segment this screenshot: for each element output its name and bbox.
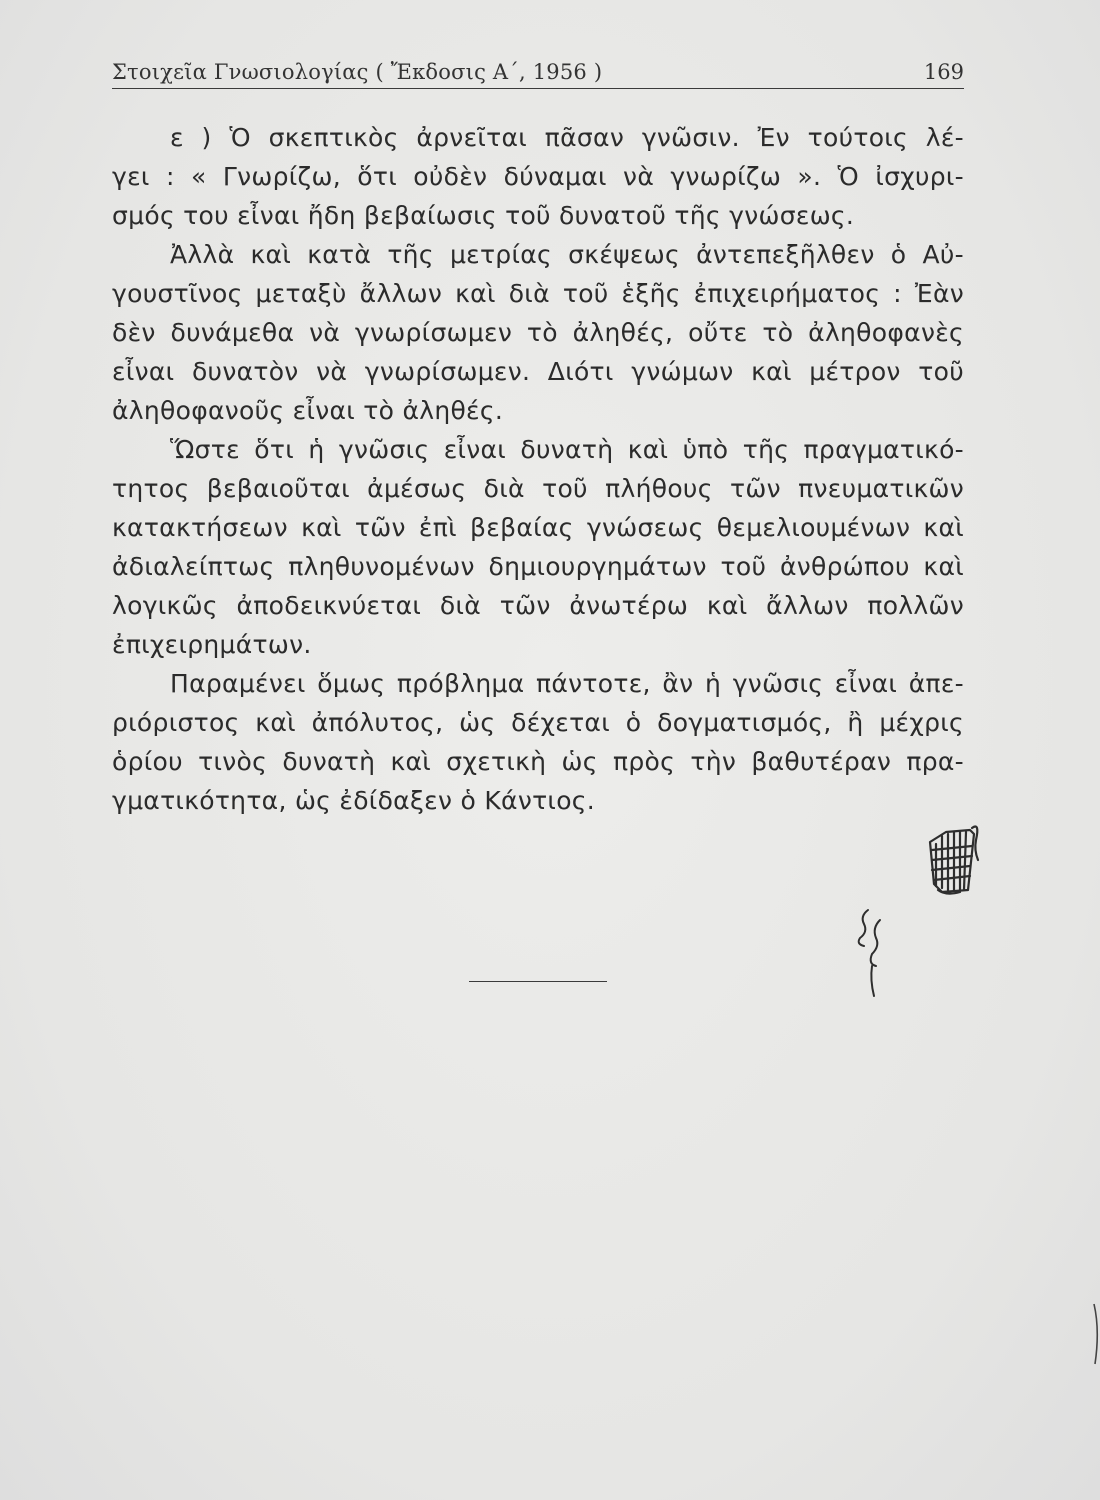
text-line: Ὥστε ὅτι ἡ γνῶσις εἶναι δυνατὴ καὶ ὑπὸ τῆς πραγματικό- <box>170 435 964 464</box>
text-line: τητος βεβαιοῦται ἀμέσως διὰ τοῦ πλήθους τῶν πνευματικῶν <box>112 474 964 503</box>
text-line: Παραμένει ὅμως πρόβλημα πάντοτε, ἂν ἡ γνῶσις εἶναι ἀπε- <box>170 669 964 698</box>
text-line: λογικῶς ἀποδεικνύεται διὰ τῶν ἀνωτέρω καὶ ἄλλων πολλῶν <box>112 591 964 620</box>
text-line: σμός του εἶναι ἤδη βεβαίωσις τοῦ δυνατοῦ τῆς γνώσεως. <box>112 201 855 230</box>
text-line: ἐπιχειρημάτων. <box>112 630 312 659</box>
page-edge-mark <box>1092 1300 1100 1370</box>
closing-rule <box>469 981 607 982</box>
text-line: Ἀλλὰ καὶ κατὰ τῆς μετρίας σκέψεως ἀντεπεξῆλθεν ὁ Αὐ- <box>170 240 964 269</box>
text-line: γει : « Γνωρίζω, ὅτι οὐδὲν δύναμαι νὰ γνωρίζω ». Ὁ ἰσχυρι- <box>112 162 964 191</box>
text-line: κατακτήσεων καὶ τῶν ἐπὶ βεβαίας γνώσεως θεμελιουμένων καὶ <box>112 513 964 542</box>
text-line: γουστῖνος μεταξὺ ἄλλων καὶ διὰ τοῦ ἑξῆς ἐπιχειρήματος : Ἐὰν <box>112 279 964 308</box>
handwritten-marks <box>850 820 990 1010</box>
text-line: ἀληθοφανοῦς εἶναι τὸ ἀληθές. <box>112 396 504 425</box>
page-number: 169 <box>923 60 964 84</box>
running-title: Στοιχεῖα Γνωσιολογίας ( Ἔκδοσις Α΄, 1956 ) <box>112 60 603 84</box>
text-line: ριόριστος καὶ ἀπόλυτος, ὡς δέχεται ὁ δογματισμός, ἢ μέχρις <box>112 708 964 737</box>
text-line: γματικότητα, ὡς ἐδίδαξεν ὁ Κάντιος. <box>112 786 596 815</box>
scribble-mark <box>930 827 978 894</box>
initials-mark <box>859 910 880 996</box>
text-line: εἶναι δυνατὸν νὰ γνωρίσωμεν. Διότι γνώμων καὶ μέτρον τοῦ <box>112 357 964 386</box>
text-line: δὲν δυνάμεθα νὰ γνωρίσωμεν τὸ ἀληθές, οὔτε τὸ ἀληθοφανὲς <box>112 318 964 347</box>
body-text <box>112 118 964 820</box>
text-line: ε ) Ὁ σκεπτικὸς ἀρνεῖται πᾶσαν γνῶσιν. Ἐν τούτοις λέ- <box>170 123 964 152</box>
text-line: ὁρίου τινὸς δυνατὴ καὶ σχετικὴ ὡς πρὸς τὴν βαθυτέραν πρα- <box>112 747 964 776</box>
text-line: ἀδιαλείπτως πληθυνομένων δημιουργημάτων τοῦ ἀνθρώπου καὶ <box>112 552 964 581</box>
running-header <box>112 58 964 92</box>
header-rule <box>112 88 964 89</box>
